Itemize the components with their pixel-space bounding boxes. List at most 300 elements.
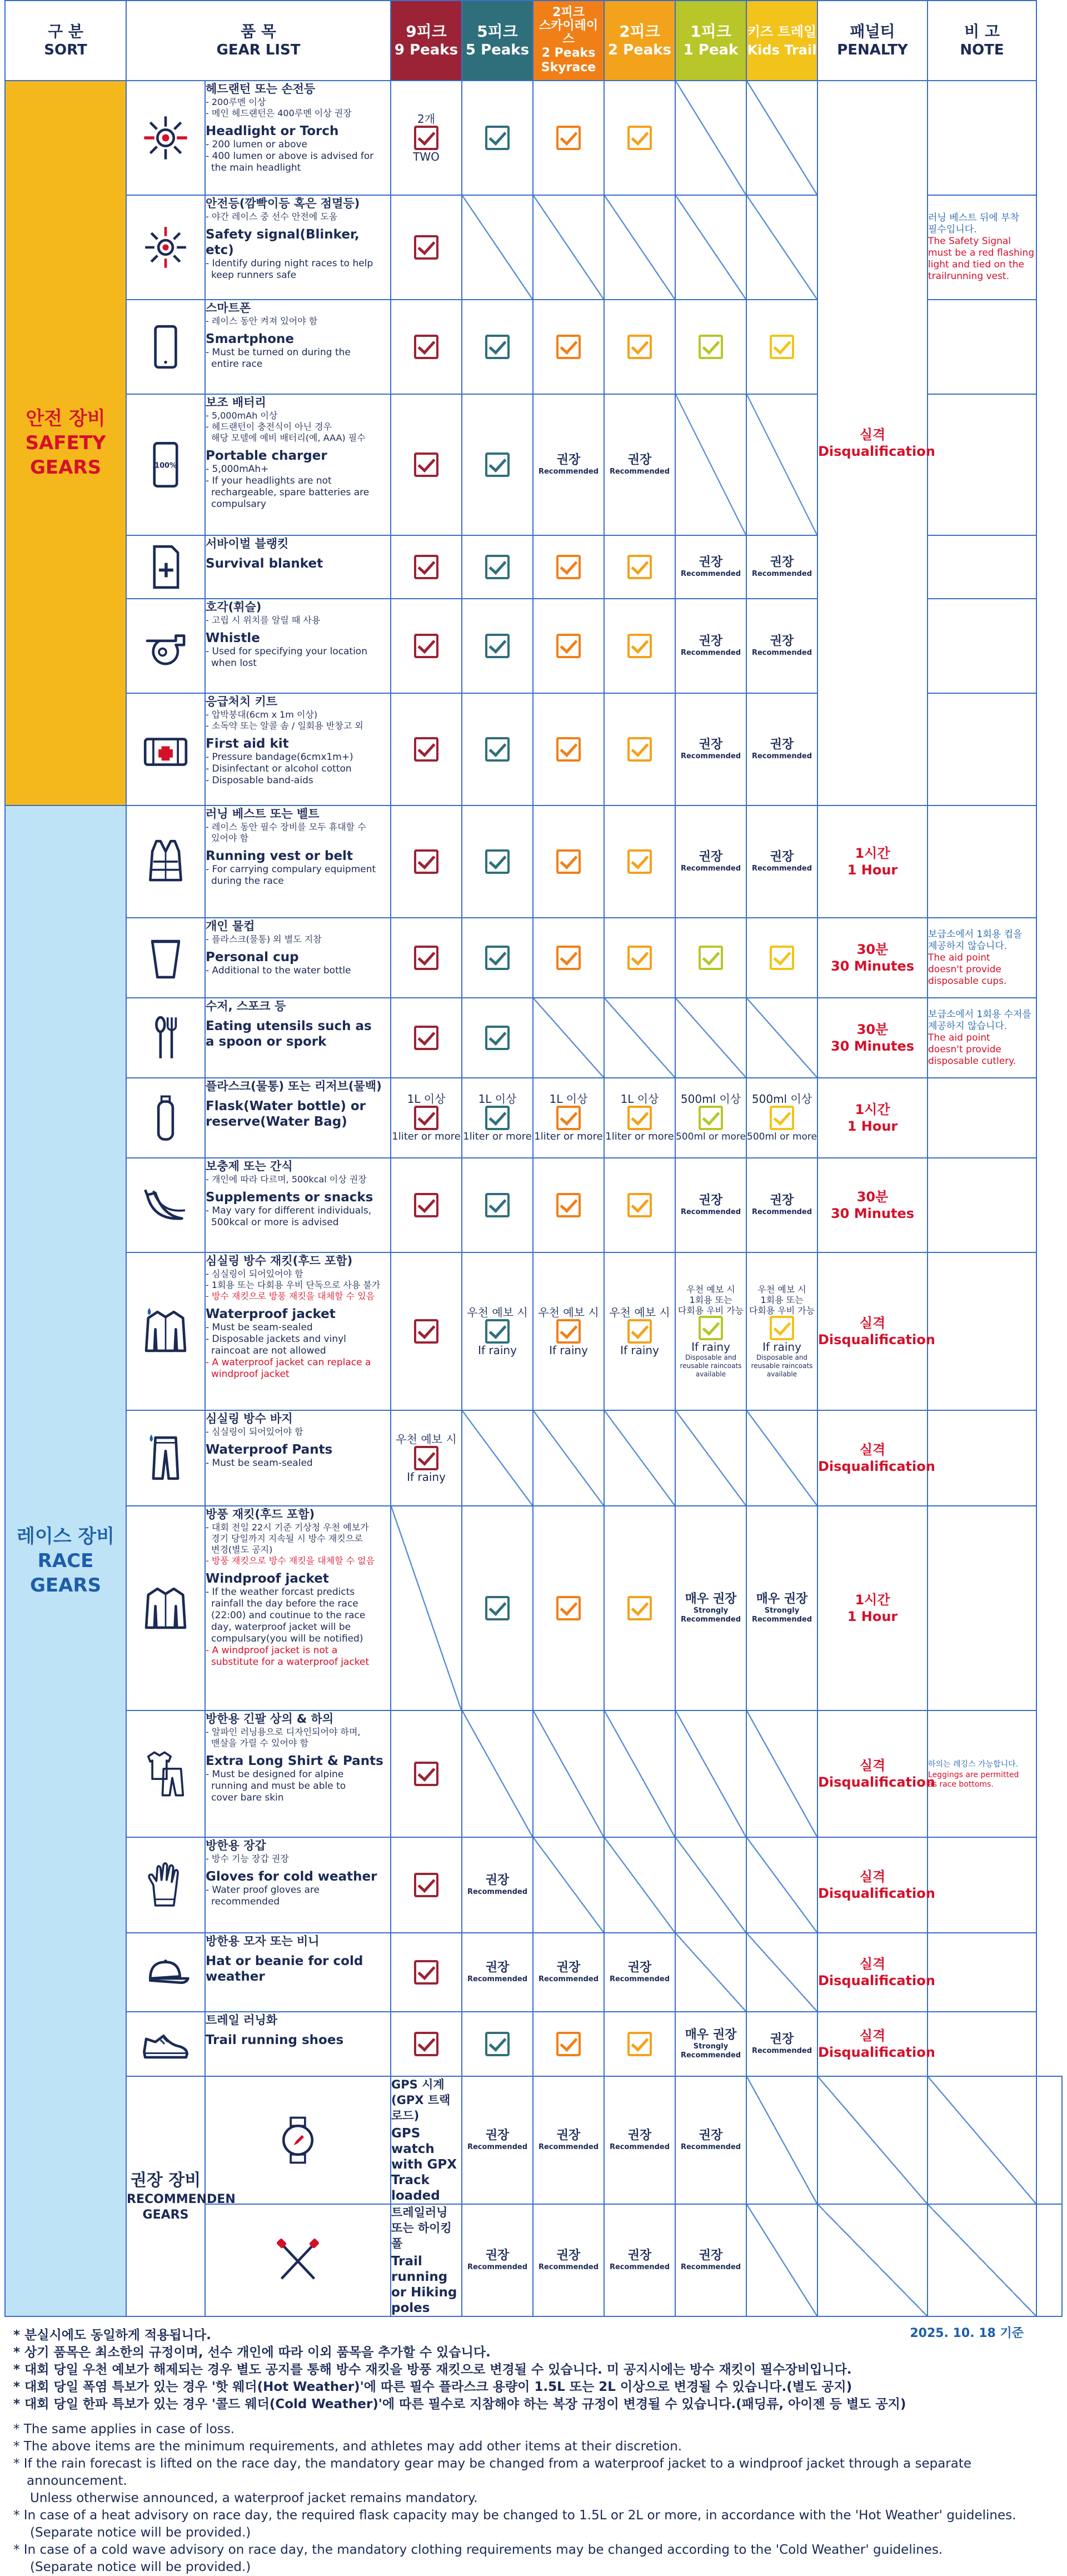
row-waterproof-jacket xyxy=(5,1252,1062,1410)
mark-1-peak xyxy=(675,1410,746,1506)
check-icon xyxy=(627,1106,652,1130)
mark-2-peaks xyxy=(604,805,675,918)
mark-9-peaks xyxy=(391,693,462,805)
course-header-2-peaks-skyrace: 2피크 스카이레이스 2 Peaks Skyrace xyxy=(533,1,604,81)
check-icon xyxy=(414,335,438,359)
mark-2-peaks-skyrace xyxy=(533,535,604,599)
check-icon xyxy=(770,946,794,970)
check-icon xyxy=(556,335,581,359)
cup-icon xyxy=(126,918,205,998)
check-icon xyxy=(627,1319,652,1344)
mark-9-peaks xyxy=(391,998,462,1078)
item-waterproof-pants: 심실링 방수 바지 - 심실링이 되어있어야 함 Waterproof Pants - Must be seam-sealed xyxy=(205,1410,391,1506)
note-hat xyxy=(928,1933,1036,2012)
course-header-9-peaks: 9피크 9 Peaks xyxy=(391,1,462,81)
check-icon xyxy=(485,452,510,477)
check-icon xyxy=(485,1106,510,1130)
check-icon xyxy=(627,335,652,359)
check-icon xyxy=(485,1596,510,1620)
check-icon xyxy=(414,235,438,260)
mark-5-peaks xyxy=(462,1410,533,1506)
item-portable-charger: 보조 배터리 - 5,000mAh 이상 - 헤드랜턴이 충전식이 아닌 경우 해당 모델에 예비 배터리(예, AAA) 필수 Portable charger - 5,000mAh+ - If your headlights are not rechargeable, spare batteries are compulsary xyxy=(205,394,391,535)
check-icon xyxy=(627,1193,652,1217)
note-survival-blanket xyxy=(928,535,1036,599)
penalty-utensils: 30분 30 Minutes xyxy=(817,998,928,1078)
mark-kids-trail xyxy=(746,1410,817,1506)
check-icon xyxy=(485,849,510,874)
mark-5-peaks xyxy=(462,918,533,998)
waterproof-pants-icon xyxy=(126,1410,205,1506)
note-first-aid-kit xyxy=(928,693,1036,805)
mark-9-peaks xyxy=(391,918,462,998)
check-icon xyxy=(485,1193,510,1217)
mark-2-peaks xyxy=(604,1837,675,1933)
mark-9-peaks xyxy=(391,1710,462,1837)
mark-5-peaks xyxy=(462,81,533,195)
mark-1-peak: 권장 Recommended xyxy=(675,1158,746,1252)
mark-1-peak xyxy=(675,918,746,998)
mark-9-peaks xyxy=(391,394,462,535)
note-poles xyxy=(1036,2204,1062,2316)
footnote-ko: * 대회 당일 폭염 특보가 있는 경우 '핫 웨더(Hot Weather)'에 따른 필수 플라스크 용량이 1.5L 또는 2L 이상으로 변경될 수 있습니다.(별도 공지) xyxy=(13,2380,852,2394)
check-icon xyxy=(414,849,438,874)
check-icon xyxy=(556,126,581,150)
mark-kids-trail xyxy=(746,300,817,394)
note-flask xyxy=(928,1078,1036,1158)
note-long-shirt-pants: 하의는 레깅스 가능합니다. Leggings are permitted as race bottoms. xyxy=(928,1710,1036,1837)
check-icon xyxy=(556,737,581,762)
item-hat: 방한용 모자 또는 비니 Hat or beanie for cold weather xyxy=(205,1933,391,2012)
mark-2-peaks-skyrace: 권장 Recommended xyxy=(604,2076,675,2204)
check-icon xyxy=(627,2032,652,2056)
running-vest-icon xyxy=(126,805,205,918)
row-gps-watch xyxy=(5,2076,1062,2204)
check-icon xyxy=(414,634,438,658)
item-snacks: 보충제 또는 간식 - 개인에 따라 다르며, 500kcal 이상 권장 Supplements or snacks - May vary for different individuals, 500kcal or more is advised xyxy=(205,1158,391,1252)
mark-2-peaks xyxy=(604,1410,675,1506)
check-icon xyxy=(414,1960,438,1985)
item-first-aid-kit: 응급처치 키트 - 압박붕대(6cm x 1m 이상) - 소독약 또는 알콜 솜 / 일회용 반창고 외 First aid kit - Pressure bandage(6cmx1m+) - Disinfectant or alcohol cotton - Disposable band-aids xyxy=(205,693,391,805)
footnote-ko: * 분실시에도 동일하게 적용됩니다. xyxy=(13,2328,211,2343)
footnote-en: * The same applies in case of loss. xyxy=(13,2422,235,2436)
mark-9-peaks xyxy=(391,1158,462,1252)
mark-2-peaks-skyrace: 권장 Recommended xyxy=(533,394,604,535)
mark-2-peaks-skyrace: 우천 예보 시 If rainy xyxy=(533,1252,604,1410)
note-whistle xyxy=(928,599,1036,693)
row-flask xyxy=(5,1078,1062,1158)
mark-1-peak: 권장 Recommended xyxy=(675,693,746,805)
first-aid-blanket-icon xyxy=(126,535,205,599)
mark-9-peaks xyxy=(391,1506,462,1710)
penalty-waterproof-pants: 실격 Disqualification xyxy=(817,1410,928,1506)
check-icon xyxy=(414,1193,438,1217)
mark-2-peaks-skyrace xyxy=(533,1837,604,1933)
mark-5-peaks: 권장 Recommended xyxy=(533,2204,604,2316)
item-personal-cup: 개인 물컵 - 플라스크(물통) 외 별도 지참 Personal cup - Additional to the water bottle xyxy=(205,918,391,998)
item-running-vest: 러닝 베스트 또는 벨트 - 레이스 동안 필수 장비를 모두 휴대할 수 있어야 함 Running vest or belt - For carrying compulary equipment during the race xyxy=(205,805,391,918)
mark-kids-trail xyxy=(746,1933,817,2012)
check-icon xyxy=(556,555,581,579)
check-icon xyxy=(699,946,723,970)
item-waterproof-jacket: 심실링 방수 재킷(후드 포함) - 심실링이 되어있어야 함 - 1회용 또는 다회용 우비 단독으로 사용 불가 - 방수 재킷으로 방풍 재킷을 대체할 수 있음 Waterproof jacket - Must be seam-sealed - Disposable jackets and vinyl raincoat are not allowed - A waterproof jacket can replace a windproof jacket xyxy=(205,1252,391,1410)
note-waterproof-jacket xyxy=(928,1252,1036,1410)
check-icon xyxy=(485,1319,510,1344)
item-poles: 트레일러닝 또는 하이킹 폴 Trail running or Hiking poles xyxy=(391,2204,462,2316)
course-header-1-peak: 1피크 1 Peak xyxy=(675,1,746,81)
footnote-en: * In case of a heat advisory on race day, the required flask capacity may be changed to 1.5L or 2L or more, in accordance with the 'Hot Weather' guidelines. xyxy=(13,2508,1016,2523)
item-headlight: 헤드랜턴 또는 손전등 - 200루멘 이상 - 메인 헤드랜턴은 400루멘 이상 권장 Headlight or Torch - 200 lumen or above - 400 lumen or above is advised for the main headlight xyxy=(205,81,391,195)
mark-1-peak: 권장 Recommended xyxy=(675,805,746,918)
penalty-long-shirt-pants: 실격 Disqualification xyxy=(817,1710,928,1837)
headlight-icon xyxy=(126,81,205,195)
check-icon xyxy=(699,1316,723,1340)
mark-9-peaks: 1L 이상 1liter or more xyxy=(391,1078,462,1158)
header-row xyxy=(5,1,1062,81)
mark-2-peaks-skyrace: 권장 Recommended xyxy=(604,2204,675,2316)
whistle-icon xyxy=(126,599,205,693)
mark-2-peaks-skyrace: 권장 Recommended xyxy=(533,1933,604,2012)
note-running-vest xyxy=(928,805,1036,918)
sort-header: 구 분 SORT xyxy=(5,1,126,81)
item-utensils: 수저, 스포크 등 Eating utensils such as a spoon or spork xyxy=(205,998,391,1078)
poles-icon xyxy=(205,2204,391,2316)
check-icon xyxy=(556,1319,581,1344)
mark-kids-trail: 500ml 이상 500ml or more xyxy=(746,1078,817,1158)
mark-1-peak xyxy=(675,195,746,300)
mark-5-peaks xyxy=(462,805,533,918)
penalty-personal-cup: 30분 30 Minutes xyxy=(817,918,928,998)
mark-kids-trail xyxy=(746,81,817,195)
footnote-en: (Separate notice will be provided.) xyxy=(30,2525,251,2540)
item-whistle: 호각(휘슬) - 고립 시 위치를 알릴 때 사용 Whistle - Used for specifying your location when lost xyxy=(205,599,391,693)
mark-kids-trail: 우천 예보 시 1회용 또는 다회용 우비 가능 If rainy Disposable and reusable raincoats available xyxy=(746,1252,817,1410)
course-header-5-peaks: 5피크 5 Peaks xyxy=(462,1,533,81)
footnote-en: * The above items are the minimum requirements, and athletes may add other items at their discretion. xyxy=(13,2439,682,2454)
mark-2-peaks-skyrace xyxy=(533,998,604,1078)
item-windproof-jacket: 방풍 재킷(후드 포함) - 대회 전일 22시 기준 기상청 우천 예보가 경기 당일까지 지속될 시 방수 재킷으로 변경(별도 공지) - 방풍 재킷으로 방수 재킷을 대체할 수 없음 Windproof jacket - If the weather forcast predicts rainfall the day before the race (22:00) and coutinue to the race day, waterproof jacket will be compulsary(you will be notified) - A windproof jacket is not a substitute for a waterproof jacket xyxy=(205,1506,391,1710)
mark-9-peaks xyxy=(391,805,462,918)
mark-5-peaks: 권장 Recommended xyxy=(462,1837,533,1933)
check-icon xyxy=(627,1596,652,1620)
mark-2-peaks-skyrace xyxy=(533,1710,604,1837)
mark-2-peaks xyxy=(604,1506,675,1710)
mark-1-peak: 500ml 이상 500ml or more xyxy=(675,1078,746,1158)
row-hat xyxy=(5,1933,1062,2012)
footnote-ko: * 대회 당일 한파 특보가 있는 경우 '콜드 웨더(Cold Weather)'에 따른 필수로 지참해야 하는 복장 규정이 변경될 수 있습니다.(패딩류, 아이젠 등 별도 공지) xyxy=(13,2397,906,2411)
mark-9-peaks xyxy=(391,599,462,693)
mark-9-peaks xyxy=(391,1252,462,1410)
course-header-2-peaks: 2피크 2 Peaks xyxy=(604,1,675,81)
basis-date: 2025. 10. 18 기준 xyxy=(910,2326,1024,2340)
penalty-poles xyxy=(928,2204,1036,2316)
item-trail-shoes: 트레일 러닝화 Trail running shoes xyxy=(205,2012,391,2076)
note-utensils: 보급소에서 1회용 수저를 제공하지 않습니다. The aid point doesn't provide disposable cutlery. xyxy=(928,998,1036,1078)
check-icon xyxy=(414,126,438,150)
row-running-vest xyxy=(5,805,1062,918)
mark-9-peaks: 2개 TWO xyxy=(391,81,462,195)
gear-list-header: 품 목 GEAR LIST xyxy=(126,1,391,81)
note-waterproof-pants xyxy=(928,1410,1036,1506)
mark-2-peaks xyxy=(604,535,675,599)
footnote-ko: * 상기 품목은 최소한의 규정이며, 선수 개인에 따라 이외 품목을 추가할 수 있습니다. xyxy=(13,2345,491,2360)
mark-kids-trail: 권장 Recommended xyxy=(746,805,817,918)
mark-kids-trail: 권장 Recommended xyxy=(746,2012,817,2076)
penalty-gps-watch xyxy=(928,2076,1036,2204)
mark-kids-trail xyxy=(746,394,817,535)
mark-5-peaks xyxy=(462,535,533,599)
item-gps-watch: GPS 시계(GPX 트랙 로드) GPS watch with GPX Track loaded xyxy=(391,2076,462,2204)
mark-2-peaks: 권장 Recommended xyxy=(604,394,675,535)
check-icon xyxy=(556,1596,581,1620)
mark-1-peak: 매우 권장 Strongly Recommended xyxy=(675,2012,746,2076)
note-personal-cup: 보급소에서 1회용 컵을 제공하지 않습니다. The aid point doesn't provide disposable cups. xyxy=(928,918,1036,998)
mark-2-peaks xyxy=(604,1158,675,1252)
mark-1-peak: 매우 권장 Strongly Recommended xyxy=(675,1506,746,1710)
mark-2-peaks-skyrace xyxy=(533,195,604,300)
penalty-flask: 1시간 1 Hour xyxy=(817,1078,928,1158)
footnote-en: * If the rain forecast is lifted on the race day, the mandatory gear may be changed from a waterproof jacket to a windproof jacket through a separate announcement. xyxy=(13,2456,972,2488)
note-portable-charger xyxy=(928,394,1036,535)
mark-5-peaks xyxy=(462,195,533,300)
mark-kids-trail xyxy=(746,918,817,998)
penalty-running-vest: 1시간 1 Hour xyxy=(817,805,928,918)
mark-1-peak xyxy=(675,394,746,535)
penalty-safety: 실격 Disqualification xyxy=(817,81,928,805)
item-smartphone: 스마트폰 - 레이스 동안 켜져 있어야 함 Smartphone - Must be turned on during the entire race xyxy=(205,300,391,394)
footnote-en: (Separate notice will be provided.) xyxy=(30,2560,251,2574)
check-icon xyxy=(627,126,652,150)
item-flask: 플라스크(물통) 또는 리저브(물백) Flask(Water bottle) or reserve(Water Bag) xyxy=(205,1078,391,1158)
mark-9-peaks xyxy=(391,300,462,394)
note-smartphone xyxy=(928,300,1036,394)
mark-9-peaks: 우천 예보 시 If rainy xyxy=(391,1410,462,1506)
flask-icon xyxy=(126,1078,205,1158)
mark-2-peaks xyxy=(604,300,675,394)
mark-2-peaks: 우천 예보 시 If rainy xyxy=(604,1252,675,1410)
row-windproof-jacket xyxy=(5,1506,1062,1710)
footnotes xyxy=(4,2317,1063,2576)
mark-2-peaks: 권장 Recommended xyxy=(604,1933,675,2012)
footnote-ko: * 대회 당일 우천 예보가 해제되는 경우 별도 공지를 통해 방수 재킷을 방풍 재킷으로 변경될 수 있습니다. 미 공지시에는 방수 재킷이 필수장비입니다. xyxy=(13,2363,852,2377)
battery-icon xyxy=(126,394,205,535)
check-icon xyxy=(414,737,438,762)
check-icon xyxy=(485,634,510,658)
row-long-shirt-pants xyxy=(5,1710,1062,1837)
item-safety-signal: 안전등(깜빡이등 혹은 점멸등) - 야간 레이스 중 선수 안전에 도움 Safety signal(Blinker, etc) - Identify during night races to help keep runners safe xyxy=(205,195,391,300)
mark-kids-trail xyxy=(817,2204,928,2316)
check-icon xyxy=(485,1026,510,1050)
check-icon xyxy=(627,634,652,658)
row-headlight xyxy=(5,81,1062,195)
row-gloves xyxy=(5,1837,1062,1933)
row-personal-cup xyxy=(5,918,1062,998)
mark-2-peaks-skyrace xyxy=(533,599,604,693)
smartphone-icon xyxy=(126,300,205,394)
note-gps-watch xyxy=(1036,2076,1062,2204)
row-waterproof-pants xyxy=(5,1410,1062,1506)
mark-5-peaks xyxy=(462,2012,533,2076)
check-icon xyxy=(556,946,581,970)
mark-2-peaks xyxy=(604,2012,675,2076)
mark-1-peak xyxy=(675,998,746,1078)
mark-2-peaks xyxy=(604,693,675,805)
check-icon xyxy=(414,1319,438,1344)
check-icon xyxy=(414,1762,438,1786)
penalty-trail-shoes: 실격 Disqualification xyxy=(817,2012,928,2076)
check-icon xyxy=(770,1316,794,1340)
penalty-hat: 실격 Disqualification xyxy=(817,1933,928,2012)
waterproof-jacket-icon xyxy=(126,1252,205,1410)
mark-9-peaks xyxy=(391,535,462,599)
mark-2-peaks-skyrace xyxy=(533,1158,604,1252)
mark-kids-trail: 권장 Recommended xyxy=(746,599,817,693)
mark-2-peaks xyxy=(604,998,675,1078)
banana-icon xyxy=(126,1158,205,1252)
windproof-jacket-icon xyxy=(126,1506,205,1710)
check-icon xyxy=(485,946,510,970)
check-icon xyxy=(485,737,510,762)
first-aid-kit-icon xyxy=(126,693,205,805)
mark-5-peaks: 권장 Recommended xyxy=(533,2076,604,2204)
mark-5-peaks: 우천 예보 시 If rainy xyxy=(462,1252,533,1410)
note-headlight xyxy=(928,81,1036,195)
category-race-gears: 레이스 장비 RACE GEARS xyxy=(5,805,126,2316)
check-icon xyxy=(414,1446,438,1470)
penalty-snacks: 30분 30 Minutes xyxy=(817,1158,928,1252)
check-icon xyxy=(699,1106,723,1130)
mark-2-peaks: 권장 Recommended xyxy=(675,2204,746,2316)
mark-kids-trail: 권장 Recommended xyxy=(746,1158,817,1252)
mark-2-peaks-skyrace xyxy=(533,918,604,998)
check-icon xyxy=(699,335,723,359)
mark-5-peaks xyxy=(462,998,533,1078)
mark-kids-trail xyxy=(746,1710,817,1837)
mark-9-peaks: 권장 Recommended xyxy=(462,2204,533,2316)
check-icon xyxy=(414,2032,438,2056)
check-icon xyxy=(414,555,438,579)
mark-1-peak xyxy=(746,2076,817,2204)
mark-2-peaks xyxy=(604,918,675,998)
mark-5-peaks xyxy=(462,1710,533,1837)
check-icon xyxy=(414,1873,438,1897)
svg-text:100%: 100% xyxy=(154,461,177,470)
mark-2-peaks: 1L 이상 1liter or more xyxy=(604,1078,675,1158)
check-icon xyxy=(627,555,652,579)
check-icon xyxy=(556,1106,581,1130)
mark-9-peaks xyxy=(391,195,462,300)
mark-2-peaks-skyrace xyxy=(533,1410,604,1506)
check-icon xyxy=(485,555,510,579)
mark-2-peaks-skyrace xyxy=(533,693,604,805)
mark-1-peak xyxy=(675,81,746,195)
mark-2-peaks-skyrace: 1L 이상 1liter or more xyxy=(533,1078,604,1158)
penalty-header: 패널티 PENALTY xyxy=(817,1,928,81)
check-icon xyxy=(556,1193,581,1217)
mark-kids-trail xyxy=(746,1837,817,1933)
mark-5-peaks xyxy=(462,300,533,394)
check-icon xyxy=(556,849,581,874)
mark-9-peaks xyxy=(391,1837,462,1933)
mark-kids-trail xyxy=(746,195,817,300)
category-safety-gears: 안전 장비 SAFETY GEARS xyxy=(5,81,126,805)
note-snacks xyxy=(928,1158,1036,1252)
check-icon xyxy=(414,452,438,477)
note-header: 비 고 NOTE xyxy=(928,1,1036,81)
mark-2-peaks-skyrace xyxy=(533,2012,604,2076)
mark-1-peak xyxy=(675,300,746,394)
mark-2-peaks xyxy=(604,1710,675,1837)
mark-5-peaks: 1L 이상 1liter or more xyxy=(462,1078,533,1158)
mark-2-peaks xyxy=(604,599,675,693)
mark-2-peaks-skyrace xyxy=(533,805,604,918)
row-trail-shoes xyxy=(5,2012,1062,2076)
blinker-icon xyxy=(126,195,205,300)
course-header-kids-trail: 키즈 트레일 Kids Trail xyxy=(746,1,817,81)
long-shirt-pants-icon xyxy=(126,1710,205,1837)
check-icon xyxy=(627,946,652,970)
check-icon xyxy=(414,946,438,970)
mark-2-peaks-skyrace xyxy=(533,300,604,394)
gear-table xyxy=(4,0,1063,2317)
note-gloves xyxy=(928,1837,1036,1933)
check-icon xyxy=(556,634,581,658)
mark-2-peaks-skyrace xyxy=(533,1506,604,1710)
mark-1-peak xyxy=(675,1710,746,1837)
mark-1-peak xyxy=(746,2204,817,2316)
check-icon xyxy=(485,126,510,150)
row-snacks xyxy=(5,1158,1062,1252)
check-icon xyxy=(770,335,794,359)
row-utensils xyxy=(5,998,1062,1078)
check-icon xyxy=(485,335,510,359)
note-windproof-jacket xyxy=(928,1506,1036,1710)
check-icon xyxy=(414,1106,438,1130)
mark-9-peaks: 권장 Recommended xyxy=(462,2076,533,2204)
mark-1-peak: 우천 예보 시 1회용 또는 다회용 우비 가능 If rainy Disposable and reusable raincoats available xyxy=(675,1252,746,1410)
note-trail-shoes xyxy=(928,2012,1036,2076)
footnote-en: Unless otherwise announced, a waterproof jacket remains mandatory. xyxy=(30,2491,478,2505)
mark-1-peak: 권장 Recommended xyxy=(675,599,746,693)
mark-1-peak xyxy=(675,1933,746,2012)
mark-5-peaks xyxy=(462,599,533,693)
mark-5-peaks xyxy=(462,394,533,535)
mark-2-peaks: 권장 Recommended xyxy=(675,2076,746,2204)
check-icon xyxy=(627,849,652,874)
mark-kids-trail xyxy=(817,2076,928,2204)
penalty-gloves: 실격 Disqualification xyxy=(817,1837,928,1933)
mark-9-peaks xyxy=(391,1933,462,2012)
note-safety-signal: 러닝 베스트 뒤에 부착 필수입니다. The Safety Signal must be a red flashing light and tied on the trailrunning vest. xyxy=(928,195,1036,300)
item-survival-blanket: 서바이벌 블랭킷 Survival blanket xyxy=(205,535,391,599)
footnote-en: * In case of a cold wave advisory on race day, the mandatory clothing requirements may be changed according to the 'Cold Weather' guidelines. xyxy=(13,2543,943,2557)
shoe-icon xyxy=(126,2012,205,2076)
penalty-windproof-jacket: 1시간 1 Hour xyxy=(817,1506,928,1710)
mark-5-peaks xyxy=(462,693,533,805)
category-recommended-gears: 권장 장비 RECOMMENDEN GEARS xyxy=(126,2076,205,2316)
mark-5-peaks xyxy=(462,1158,533,1252)
item-gloves: 방한용 장갑 - 방수 기능 장갑 권장 Gloves for cold weather - Water proof gloves are recommended xyxy=(205,1837,391,1933)
item-long-shirt-pants: 방한용 긴팔 상의 & 하의 - 알파인 러닝용으로 디자인되어야 하며, 맨살을 가릴 수 있어야 함 Extra Long Shirt & Pants - Must be designed for alpine running and must be able to cover bare skin xyxy=(205,1710,391,1837)
check-icon xyxy=(556,2032,581,2056)
check-icon xyxy=(627,737,652,762)
gloves-icon xyxy=(126,1837,205,1933)
check-icon xyxy=(770,1106,794,1130)
mark-5-peaks: 권장 Recommended xyxy=(462,1933,533,2012)
mark-kids-trail: 권장 Recommended xyxy=(746,693,817,805)
check-icon xyxy=(485,2032,510,2056)
penalty-waterproof-jacket: 실격 Disqualification xyxy=(817,1252,928,1410)
mark-5-peaks xyxy=(462,1506,533,1710)
